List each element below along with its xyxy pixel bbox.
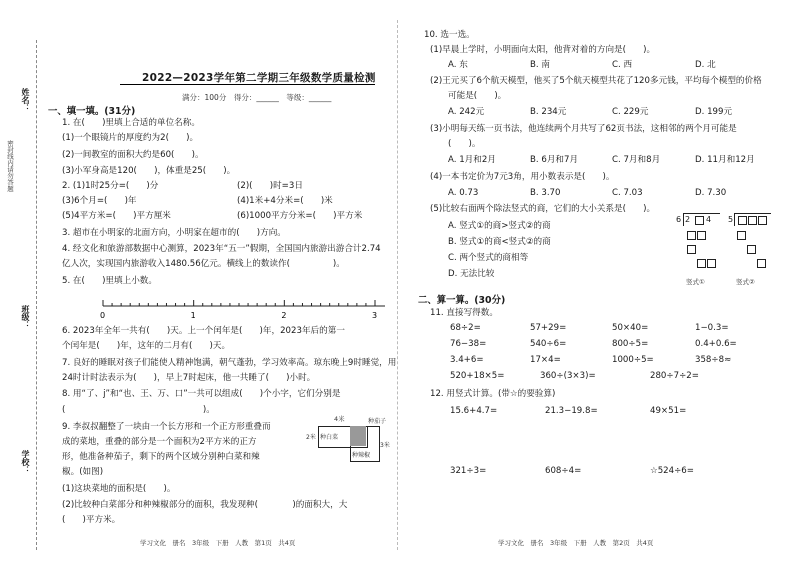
- q10-5-b: B. 竖式①的商<竖式②的商: [448, 237, 551, 247]
- q10-3-line2: ( )。: [448, 139, 481, 149]
- q10-1-a: A. 东: [448, 60, 468, 70]
- calc-item: 800÷5=: [612, 339, 649, 349]
- q2-1: 2. (1)1时25分=( )分: [62, 181, 159, 191]
- div1-row-box: [697, 231, 706, 240]
- overlap-area: [350, 426, 366, 446]
- calc-item: 76−38=: [450, 339, 487, 349]
- q2-3: (3)6个月=( )年: [62, 196, 137, 206]
- calc-item: 540÷6=: [530, 339, 567, 349]
- q8-line2: ( )。: [62, 405, 215, 415]
- q10-1: (1)早晨上学时，小明面向太阳，他背对着的方向是( )。: [430, 45, 656, 55]
- q10-5: (5)比较右面两个除法竖式的商，它们的大小关系是( )。: [430, 204, 656, 214]
- calc-item: 280÷7÷2=: [650, 371, 699, 381]
- q9-2-line2: ( )平方米。: [62, 515, 121, 525]
- q10-3-d: D. 11月和12月: [695, 155, 755, 165]
- calc-item: 17×4=: [530, 355, 561, 365]
- q5: 5. 在( )里填上小数。: [62, 276, 157, 286]
- vertical-calc: ☆524÷6=: [650, 466, 694, 476]
- margin-note: 密封线内请勿答题: [6, 140, 14, 192]
- q10-5-c: C. 两个竖式的商相等: [448, 253, 529, 263]
- q10-3-line1: (3)小明每天练一页书法，他连续两个月共写了62页书法，这相邻的两个月可能是: [430, 124, 737, 134]
- q9-1: (1)这块菜地的面积是( )。: [62, 484, 176, 494]
- div1-digit2: 2: [685, 215, 691, 224]
- eggplant-label: 种茄子: [368, 418, 387, 425]
- garden-figure: [306, 415, 390, 480]
- q2-2: (2)( )时=3日: [237, 181, 303, 191]
- vertical-calc: 21.3−19.8=: [545, 406, 598, 416]
- div2-label: 竖式②: [736, 278, 755, 286]
- page-title: 2022—2023学年第二学期三年级数学质量检测: [142, 72, 376, 84]
- q10-2-b: B. 234元: [530, 107, 567, 117]
- q10-2-c: C. 229元: [612, 107, 649, 117]
- ruler-label: 1: [190, 311, 196, 320]
- q9-line4: 椒。(如图): [62, 467, 104, 477]
- q1: 1. 在( )里填上合适的单位名称。: [62, 118, 200, 128]
- q8-line1: 8. 用“了、j”和“也、王、万、口”一共可以组成( )个小字，它们分别是: [62, 389, 341, 399]
- q10-4: (4)一本书定价为7元3角，用小数表示是( )。: [430, 172, 615, 182]
- q10-3-a: A. 1月和2月: [448, 155, 496, 165]
- div1-digit6: 6: [676, 215, 682, 224]
- q10-1-b: B. 南: [530, 60, 550, 70]
- q10-5-d: D. 无法比较: [448, 269, 495, 279]
- q2-6: (6)1000平方分米=( )平方米: [237, 211, 363, 221]
- q10-4-b: B. 3.70: [530, 188, 561, 198]
- div2-row-box: [737, 231, 746, 240]
- q7-line2: 24时计时法表示为( )，早上7时起床，他一共睡了( )小时。: [62, 373, 316, 383]
- q3: 3. 超市在小明家的北面方向，小明家在超市的( )方向。: [62, 228, 286, 238]
- calc-item: 1−0.3=: [695, 323, 729, 333]
- calc-item: 360÷(3×3)=: [540, 371, 596, 381]
- section-2-heading: 二、算一算。(30分): [418, 295, 506, 306]
- q9-line3: 形，他准备种茄子，剩下的两个区域分别种白菜和辣: [62, 452, 260, 462]
- score-line: 满分：100分 得分：______ 等级：______: [182, 93, 332, 102]
- garden-right-label: 3米: [380, 442, 390, 449]
- div2-row-box: [757, 259, 766, 268]
- class-label: 班级：: [21, 305, 30, 329]
- q9-line1: 9. 李叔叔翻整了一块由一个长方形和一个正方形重叠而: [62, 422, 271, 432]
- q10-3-b: B. 6月和7月: [530, 155, 579, 165]
- garden-left-label: 2米: [306, 434, 316, 441]
- q10-4-d: D. 7.30: [695, 188, 727, 198]
- right-footer: 学习文化 册名 3年级 下册 人教 第2页 共4页: [498, 539, 654, 547]
- q10-5-a: A. 竖式①的商>竖式②的商: [448, 221, 551, 231]
- vertical-calc: 608÷4=: [545, 466, 582, 476]
- div1-row-box: [687, 245, 696, 254]
- q10-1-d: D. 北: [695, 60, 716, 70]
- q2-4: (4)1米+4分米=( )米: [237, 196, 333, 206]
- ruler-label: 3: [372, 311, 378, 320]
- q10-2-line2: 可能是( )。: [448, 91, 507, 101]
- q1-1: (1)一个眼镜片的厚度约为2( )。: [62, 133, 199, 143]
- div2-box: [738, 216, 747, 225]
- q6-line1: 6. 2023年全年一共有( )天。上一个闰年是( )年，2023年后的第一: [62, 326, 345, 336]
- calc-item: 358÷8≈: [695, 355, 732, 365]
- q10-2-a: A. 242元: [448, 107, 485, 117]
- q9-2-line1: (2)比较种白菜部分和种辣椒部分的面积，我发现种( )的面积大，大: [62, 500, 348, 510]
- q6-line2: 个闰年是( )年，这年的二月有( )天。: [62, 341, 231, 351]
- div1-row-box: [697, 259, 706, 268]
- ruler-label: 2: [281, 311, 287, 320]
- q2-5: (5)4平方米=( )平方厘米: [62, 211, 171, 221]
- div1-box: [695, 216, 704, 225]
- q4-line2: 亿人次，实现国内旅游收入1480.56亿元。横线上的数读作( )。: [62, 259, 345, 269]
- page-divider: [397, 20, 398, 550]
- section-1-heading: 一、填一填。(31分): [48, 106, 136, 117]
- vertical-calc: 49×51=: [650, 406, 687, 416]
- q11: 11. 直接写得数。: [430, 308, 498, 318]
- number-ruler: [95, 288, 395, 324]
- seal-line: [36, 40, 37, 550]
- q7-line1: 7. 良好的睡眠对孩子们能使人精神饱满，朝气蓬勃，学习效率高。琼东晚上9时睡觉，用: [62, 358, 397, 368]
- div1-row-box: [707, 259, 716, 268]
- div1-bracket: [683, 213, 720, 226]
- calc-item: 1000÷5=: [612, 355, 654, 365]
- q12: 12. 用竖式计算。(带☆的要验算): [430, 389, 556, 399]
- calc-item: 57+29=: [530, 323, 567, 333]
- calc-item: 3.4+6=: [450, 355, 484, 365]
- q10-4-a: A. 0.73: [448, 188, 479, 198]
- div2-row-box: [747, 245, 756, 254]
- div2-box: [748, 216, 757, 225]
- q10-2-line1: (2)王元买了6个航天模型，他买了5个航天模型共花了120多元钱，平均每个模型的价格: [430, 76, 762, 86]
- name-label: 姓名：: [21, 88, 30, 112]
- q10-4-c: C. 7.03: [612, 188, 643, 198]
- div2-digit5: 5: [728, 215, 734, 224]
- cabbage-label: 种白菜: [320, 434, 339, 441]
- calc-item: 0.4+0.6=: [695, 339, 737, 349]
- q10-1-c: C. 西: [612, 60, 633, 70]
- pepper-label: 种辣椒: [352, 452, 371, 459]
- division-figures: [676, 213, 776, 289]
- ruler-label: 0: [100, 311, 106, 320]
- q10-2-d: D. 199元: [695, 107, 733, 117]
- div1-label: 竖式①: [686, 278, 705, 286]
- div1-digit4: 4: [706, 215, 712, 224]
- div1-row-box: [687, 231, 696, 240]
- calc-item: 520+18×5=: [450, 371, 505, 381]
- vertical-calc: 321÷3=: [450, 466, 487, 476]
- school-label: 学校：: [21, 450, 30, 474]
- left-footer: 学习文化 册名 3年级 下册 人教 第1页 共4页: [140, 539, 296, 547]
- q4-line1: 4. 经文化和旅游部数据中心测算，2023年“五一”假期，全国国内旅游出游合计2.74: [62, 244, 381, 254]
- div2-bracket: [734, 213, 771, 226]
- div2-box: [758, 216, 767, 225]
- q10-3-c: C. 7月和8月: [612, 155, 661, 165]
- q10: 10. 选一选。: [424, 30, 475, 40]
- q9-line2: 成的菜地，重叠的部分是一个面积为2平方米的正方: [62, 437, 257, 447]
- calc-item: 68÷2=: [450, 323, 481, 333]
- q1-2: (2)一间教室的面积大约是60( )。: [62, 150, 204, 160]
- vertical-calc: 15.6+4.7=: [450, 406, 498, 416]
- calc-item: 50×40=: [612, 323, 649, 333]
- q1-3: (3)小军身高是120( )，体重是25( )。: [62, 166, 236, 176]
- garden-top-label: 4米: [334, 415, 345, 423]
- title-rule: [120, 84, 375, 85]
